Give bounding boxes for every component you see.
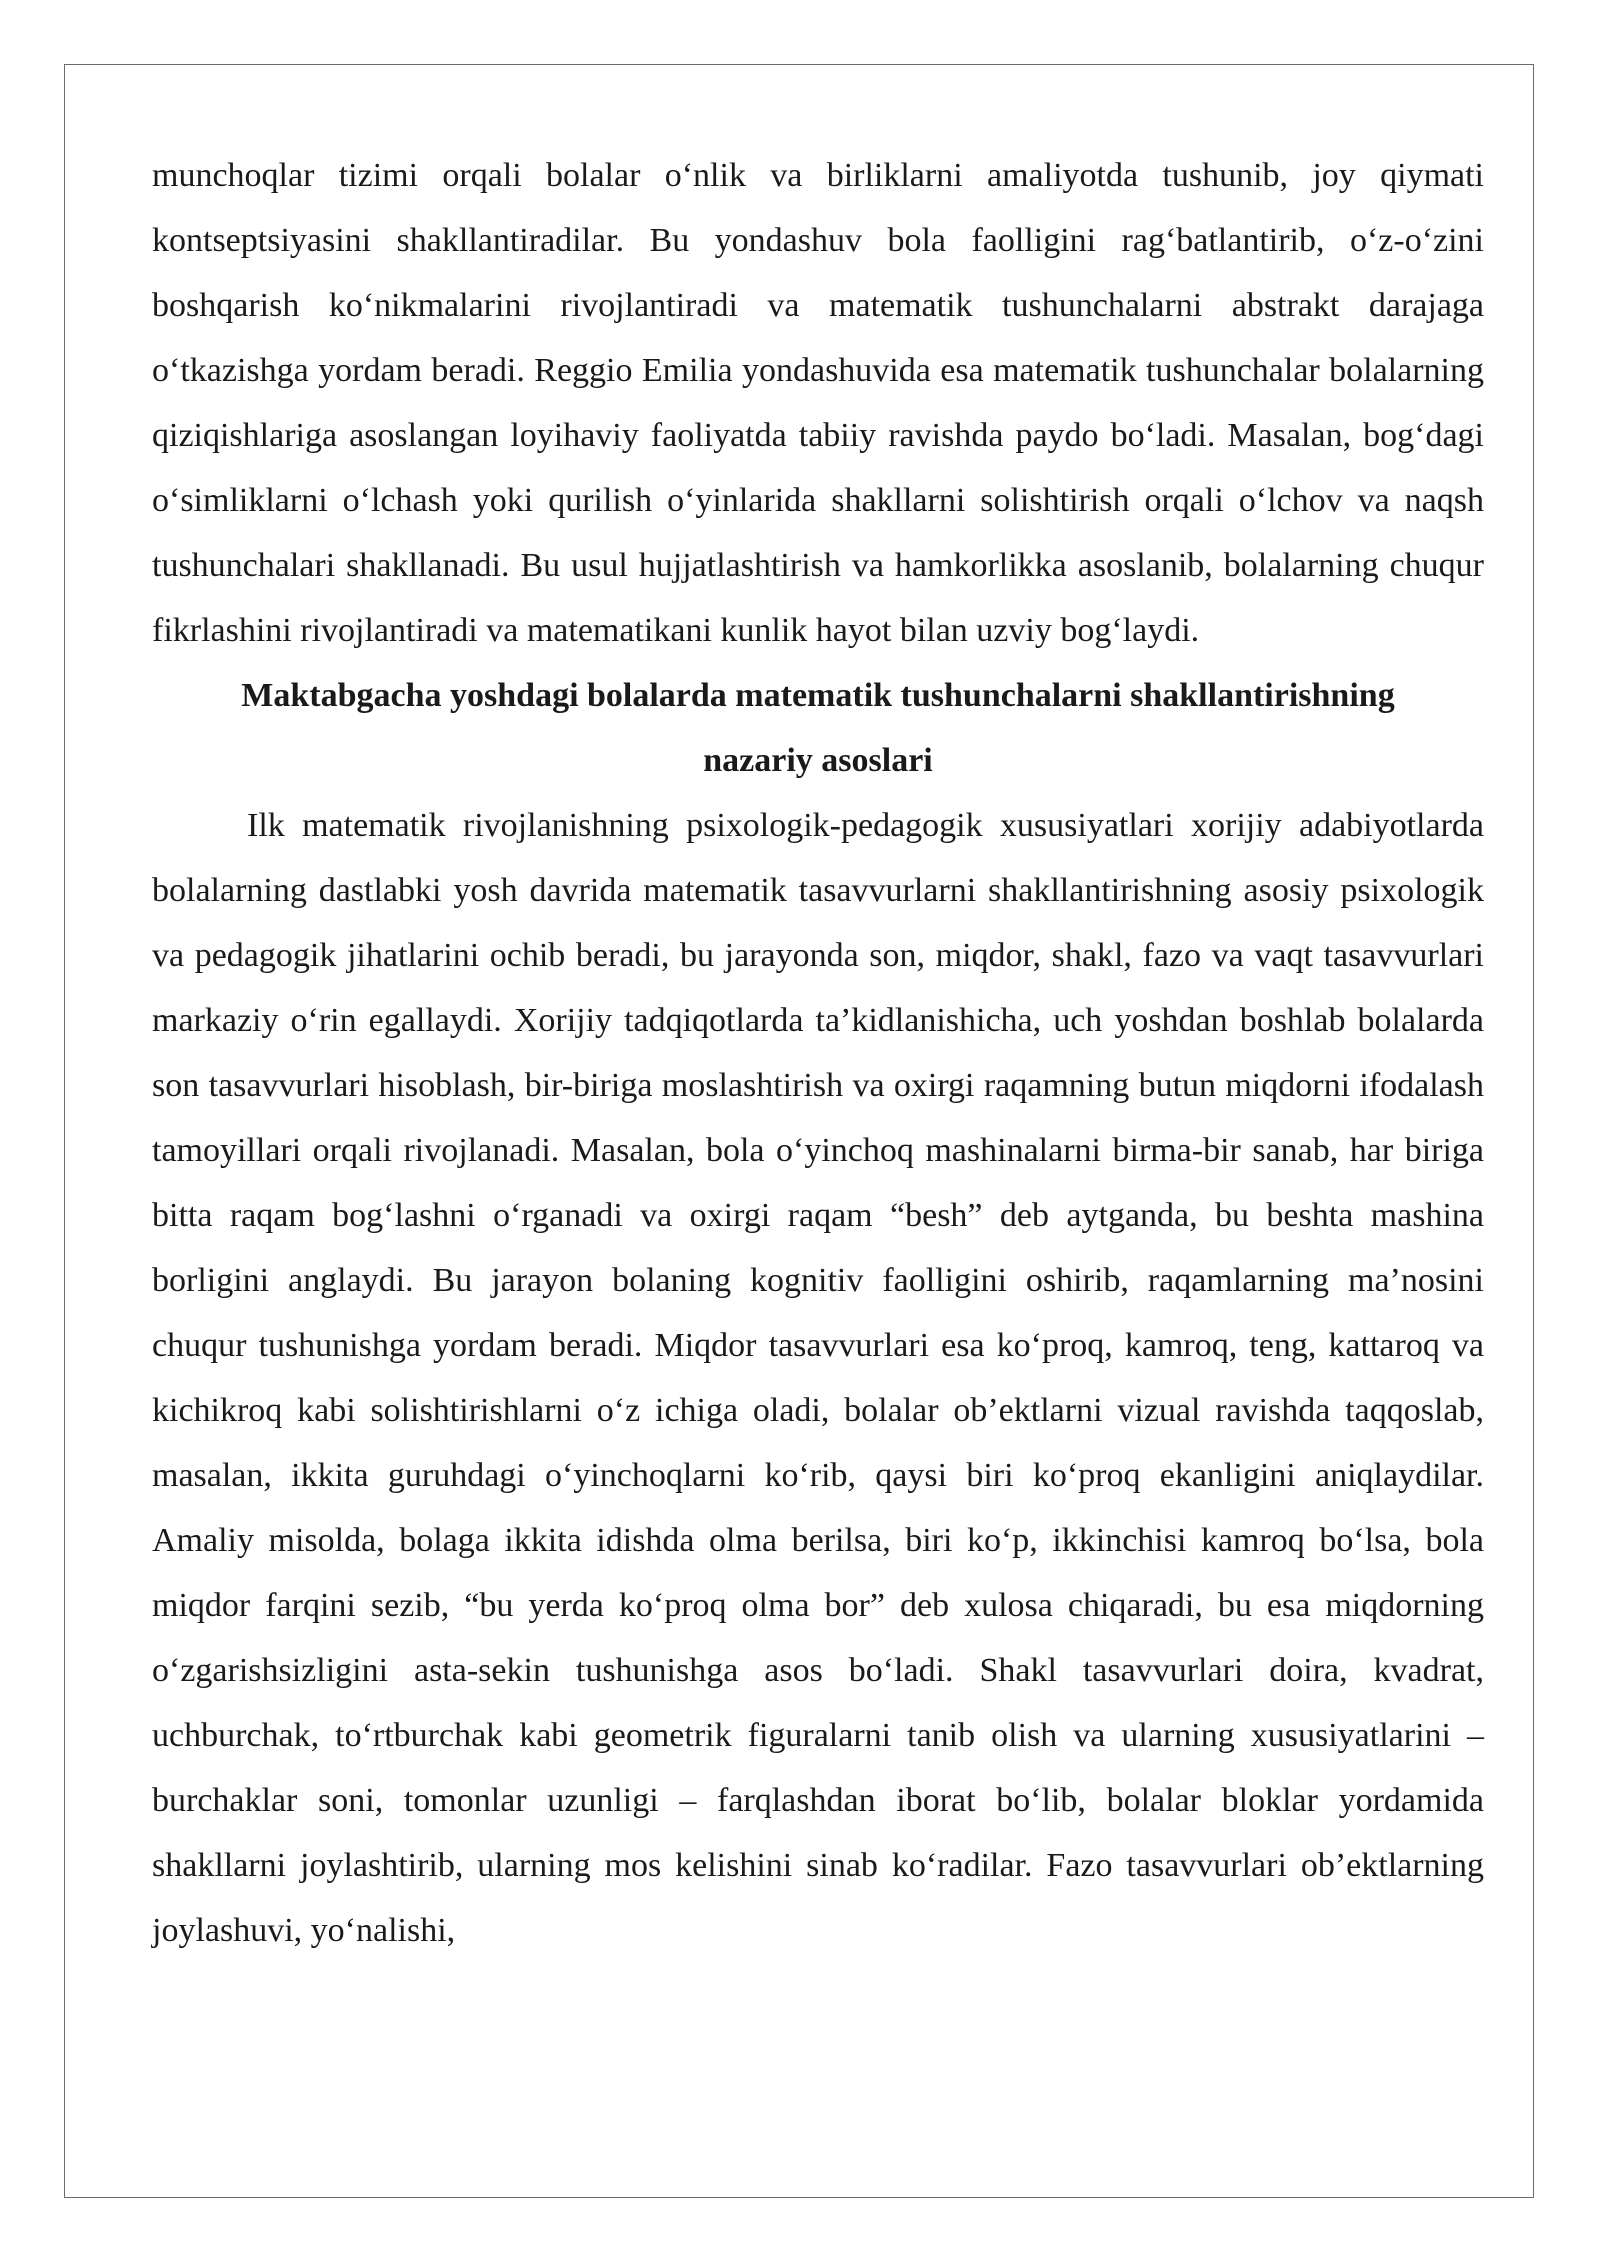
document-body: [152, 143, 1484, 1963]
body-paragraph: Ilk matematik rivojlanishning psixologik-pedagogik xususiyatlari xorijiy adabiyotlarda bolalarning dastlabki yosh davrida matematik tasavvurlarni shakllantirishning asosiy psixologik va pedagogik jihatlarini ochib beradi, bu jarayonda son, miqdor, shakl, fazo va vaqt tasavvurlari markaziy o‘rin egallaydi. Xorijiy tadqiqotlarda ta’kidlanishicha, uch yoshdan boshlab bolalarda son tasavvurlari hisoblash, bir-biriga moslashtirish va oxirgi raqamning butun miqdorni ifodalash tamoyillari orqali rivojlanadi. Masalan, bola o‘yinchoq mashinalarni birma-bir sanab, har biriga bitta raqam bog‘lashni o‘rganadi va oxirgi raqam “besh” deb aytganda, bu beshta mashina borligini anglaydi. Bu jarayon bolaning kognitiv faolligini oshirib, raqamlarning ma’nosini chuqur tushunishga yordam beradi. Miqdor tasavvurlari esa ko‘proq, kamroq, teng, kattaroq va kichikroq kabi solishtirishlarni o‘z ichiga oladi, bolalar ob’ektlarni vizual ravishda taqqoslab, masalan, ikkita guruhdagi o‘yinchoqlarni ko‘rib, qaysi biri ko‘proq ekanligini aniqlaydilar. Amaliy misolda, bolaga ikkita idishda olma berilsa, biri ko‘p, ikkinchisi kamroq bo‘lsa, bola miqdor farqini sezib, “bu yerda ko‘proq olma bor” deb xulosa chiqaradi, bu esa miqdorning o‘zgarishsizligini asta-sekin tushunishga asos bo‘ladi. Shakl tasavvurlari doira, kvadrat, uchburchak, to‘rtburchak kabi geometrik figuralarni tanib olish va ularning xususiyatlarini – burchaklar soni, tomonlar uzunligi – farqlashdan iborat bo‘lib, bolalar bloklar yordamida shakllarni joylashtirib, ularning mos kelishini sinab ko‘radilar. Fazo tasavvurlari ob’ektlarning joylashuvi, yo‘nalishi,: [152, 807, 1484, 1949]
body-paragraph: munchoqlar tizimi orqali bolalar o‘nlik va birliklarni amaliyotda tushunib, joy qiymati kontseptsiyasini shakllantiradilar. Bu yondashuv bola faolligini rag‘batlantirib, o‘z-o‘zini boshqarish ko‘nikmalarini rivojlantiradi va matematik tushunchalarni abstrakt darajaga o‘tkazishga yordam beradi. Reggio Emilia yondashuvida esa matematik tushunchalar bolalarning qiziqishlariga asoslangan loyihaviy faoliyatda tabiiy ravishda paydo bo‘ladi. Masalan, bog‘dagi o‘simliklarni o‘lchash yoki qurilish o‘yinlarida shakllarni solishtirish orqali o‘lchov va naqsh tushunchalari shakllanadi. Bu usul hujjatlashtirish va hamkorlikka asoslanib, bolalarning chuqur fikrlashini rivojlantiradi va matematikani kunlik hayot bilan uzviy bog‘laydi.: [152, 157, 1484, 649]
section-heading: Maktabgacha yoshdagi bolalarda matematik tushunchalarni shakllantirishning nazariy asoslari: [241, 677, 1395, 779]
